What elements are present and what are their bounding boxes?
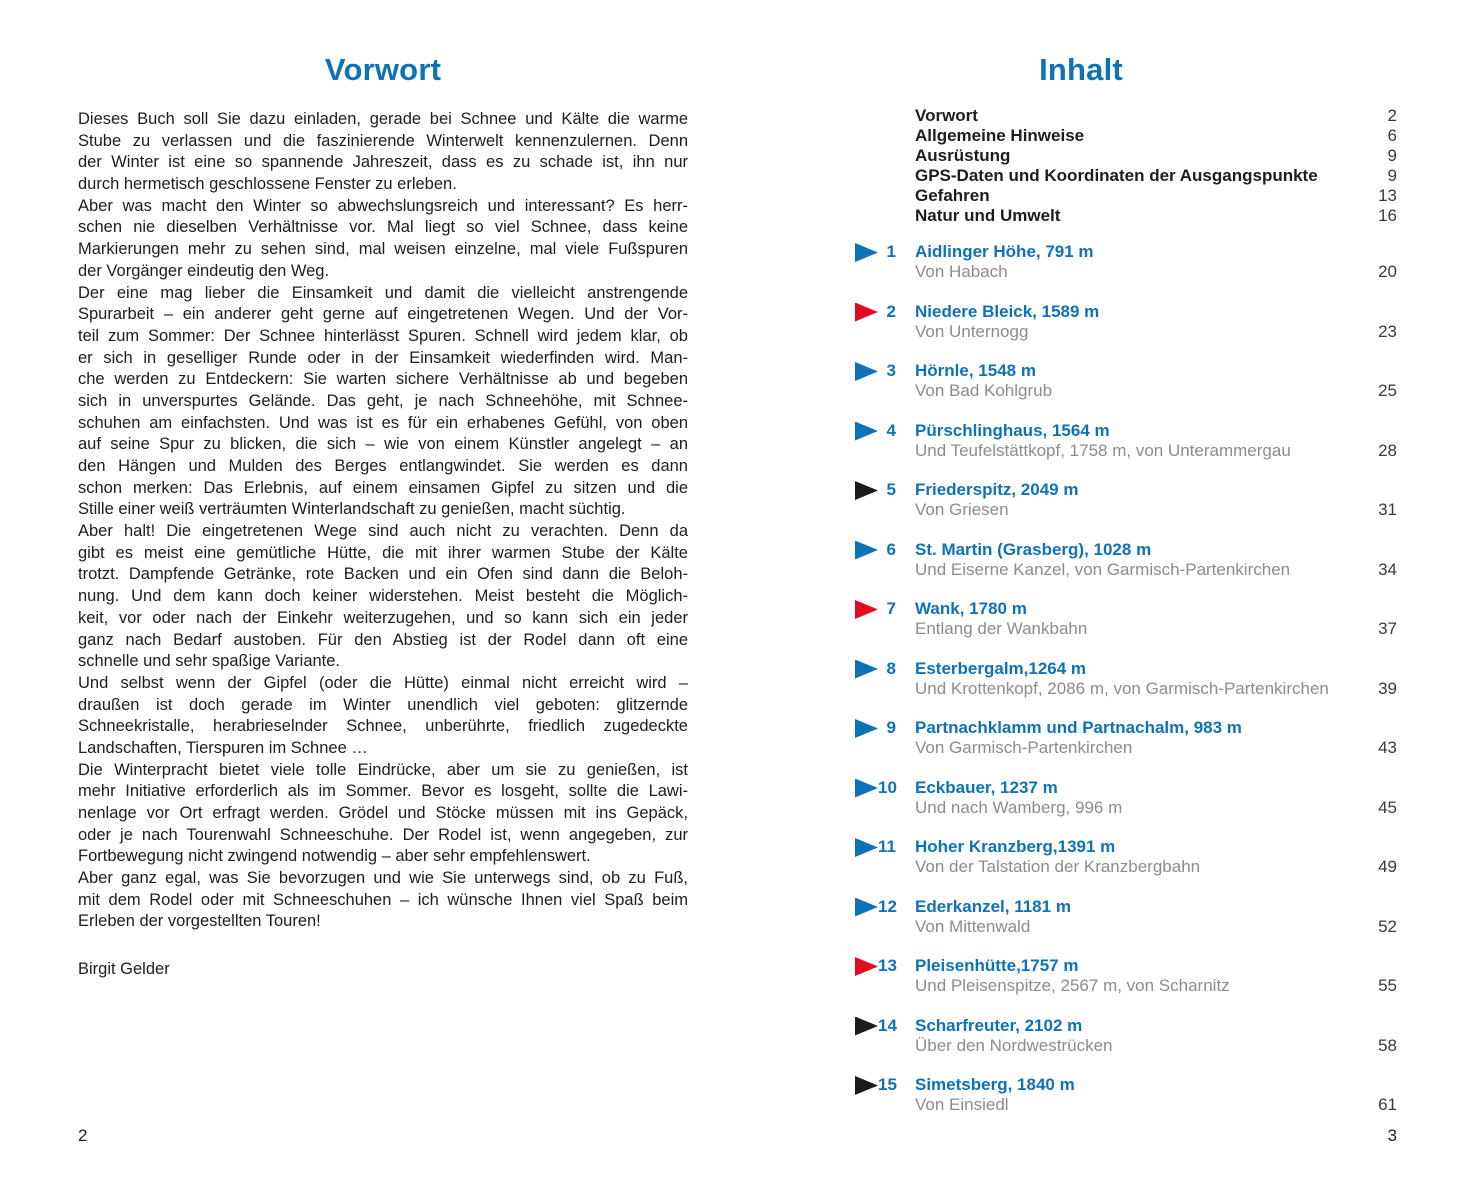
tour-subtitle: Und Eiserne Kanzel, von Garmisch-Partenkirchen (915, 559, 1291, 579)
tour-number: 12 (878, 896, 897, 916)
tour-number: 6 (886, 539, 896, 559)
foreword-line: keit, vor oder nach der Einkehr weiterzugehen, und so kann sich ein jeder (78, 608, 688, 627)
tour-marker-triangle-icon (855, 243, 878, 262)
foreword-line: Landschaften, Tierspuren im Schnee … (78, 738, 368, 757)
foreword-line: auf seine Spur zu blicken, die sich – wie von einem Künstler angelegt – an (78, 435, 688, 454)
tour-subtitle-row (915, 441, 1397, 461)
foreword-line: nung. Und dem kann doch keiner widerstehen. Meist besteht die Möglich- (78, 587, 688, 606)
foreword-line: Fortbewegung nicht zwingend notwendig – aber sehr empfehlenswert. (78, 847, 591, 866)
tour-text-block (915, 718, 1397, 758)
tour-entry (855, 1016, 1397, 1056)
tour-marker-triangle-icon (855, 779, 878, 798)
tour-text-block (915, 659, 1397, 699)
tour-title: St. Martin (Grasberg), 1028 m (915, 539, 1152, 559)
tour-page-number: 49 (1378, 857, 1397, 876)
front-matter-row (915, 186, 1397, 206)
foreword-line: ganz nach Bedarf austoben. Für den Abstieg ist der Rodel dann oft eine (78, 630, 688, 649)
tour-page-number: 43 (1378, 738, 1397, 757)
tour-text-block (915, 1016, 1397, 1056)
foreword-line: Erleben der vorgestellten Touren! (78, 912, 321, 931)
foreword-line: den Hängen und Mulden des Berges entlangwindet. Sie werden es dann (78, 457, 688, 475)
tour-title: Simetsberg, 1840 m (915, 1075, 1075, 1094)
tour-subtitle-row (915, 976, 1397, 996)
front-matter-row (915, 106, 1397, 126)
tour-page-number: 25 (1378, 381, 1397, 400)
tour-subtitle: Von Einsiedl (915, 1095, 1009, 1114)
tour-page-number: 58 (1378, 1035, 1397, 1055)
tour-subtitle: Über den Nordwestrücken (915, 1035, 1113, 1055)
tour-text-block (915, 480, 1397, 520)
page-number-right: 3 (1387, 1126, 1397, 1145)
tour-subtitle-row (915, 1036, 1397, 1056)
foreword-line: Stube zu verlassen und die faszinierende Winterwelt kennenzulernen. Denn (78, 131, 688, 150)
foreword-paragraph (78, 283, 688, 522)
tour-subtitle: Und Teufelstättkopf, 1758 m, von Unterammergau (915, 440, 1291, 460)
foreword-line: Aber ganz egal, was Sie bevorzugen und wie Sie unterwegs sind, ob zu Fuß, (78, 869, 688, 888)
tour-page-number: 23 (1378, 321, 1397, 341)
front-matter-label: GPS-Daten und Koordinaten der Ausgangspunkte (915, 166, 1318, 185)
tour-marker-triangle-icon (855, 541, 878, 560)
foreword-line: Aber was macht den Winter so abwechslungsreich und interessant? Es herr- (78, 196, 688, 215)
tour-title: Esterbergalm,1264 m (915, 658, 1087, 678)
front-matter-page-number: 6 (1387, 126, 1397, 145)
tour-title: Eckbauer, 1237 m (915, 777, 1058, 797)
foreword-line: Dieses Buch soll Sie dazu einladen, gerade bei Schnee und Kälte die warme (78, 110, 688, 128)
foreword-line: Und selbst wenn der Gipfel (oder die Hütte) einmal nicht erreicht wird – (78, 673, 688, 692)
tour-number: 3 (886, 361, 896, 380)
tour-marker-triangle-icon (855, 660, 878, 679)
foreword-line: nenlage vor Ort erfragt werden. Grödel und Stöcke müssen mit ins Gepäck, (78, 804, 688, 822)
tour-subtitle: Entlang der Wankbahn (915, 619, 1088, 638)
tour-subtitle-row (915, 798, 1397, 818)
tour-number: 11 (878, 837, 896, 856)
tour-page-number: 37 (1378, 619, 1397, 638)
foreword-line: schon merken: Das Erlebnis, auf einem einsamen Gipfel zu sitzen und die (78, 478, 688, 497)
front-matter-row (915, 126, 1397, 146)
tour-subtitle-row (915, 500, 1397, 520)
tour-text-block (915, 361, 1397, 401)
foreword-line: trotzt. Dampfende Getränke, rote Backen und ein Ofen sind dann die Beloh- (78, 565, 688, 584)
foreword-line: Spurarbeit – ein anderer geht gerne auf eingetretenen Wegen. Und der Vor- (78, 305, 688, 324)
tour-entry (855, 361, 1397, 401)
tour-subtitle-row (915, 322, 1397, 342)
foreword-line: che werden zu Entdeckern: Sie warten sichere Verhältnisse ab und begeben (78, 370, 688, 389)
tour-page-number: 20 (1378, 262, 1397, 281)
tour-text-block (915, 778, 1397, 818)
foreword-line: Markierungen mehr zu sehen sind, mal weisen einzelne, mal viele Fußspuren (78, 240, 688, 259)
author-signature: Birgit Gelder (78, 960, 170, 979)
tour-title: Friederspitz, 2049 m (915, 480, 1079, 499)
tour-subtitle: Von Unternogg (915, 321, 1029, 341)
foreword-line: teil zum Sommer: Der Schnee hinterlässt Spuren. Schnell wird jedem klar, ob (78, 326, 688, 345)
tour-subtitle-row (915, 917, 1397, 937)
foreword-paragraph (78, 196, 688, 283)
tour-subtitle: Von Mittenwald (915, 916, 1031, 936)
foreword-line: er sich in geselliger Runde oder in der Einsamkeit wiederfinden wird. Man- (78, 348, 688, 367)
tour-entry (855, 897, 1397, 937)
tour-number: 10 (878, 777, 897, 797)
tour-title: Hörnle, 1548 m (915, 361, 1036, 380)
tour-entry (855, 540, 1397, 580)
page-number-left: 2 (78, 1126, 88, 1145)
foreword-line: Die Winterpracht bietet viele tolle Eindrücke, aber um sie zu genießen, ist (78, 760, 688, 779)
tour-page-number: 61 (1378, 1095, 1397, 1114)
tour-text-block (915, 302, 1397, 342)
tour-subtitle: Und Pleisenspitze, 2567 m, von Scharnitz (915, 976, 1230, 995)
tour-page-number: 45 (1378, 797, 1397, 817)
front-matter-label: Gefahren (915, 186, 990, 205)
tour-entry (855, 837, 1397, 877)
tour-title: Hoher Kranzberg,1391 m (915, 837, 1116, 856)
foreword-line: mehr Initiative erforderlich als im Sommer. Bevor es losgeht, sollte die Lawi- (78, 782, 688, 801)
tour-subtitle: Von Bad Kohlgrub (915, 381, 1053, 400)
tour-number: 4 (886, 420, 896, 440)
tour-marker-triangle-icon (855, 957, 878, 976)
tour-page-number: 52 (1378, 916, 1397, 936)
foreword-line: sich in unverspurtes Gelände. Das geht, je nach Schneehöhe, mit Schnee- (78, 391, 688, 410)
front-matter-row (915, 206, 1397, 226)
foreword-paragraph (78, 109, 688, 196)
tour-entry (855, 718, 1397, 758)
tour-number: 15 (878, 1075, 897, 1094)
contents-page-title: Inhalt (1039, 52, 1123, 87)
tour-subtitle-row (915, 738, 1397, 758)
tour-number: 7 (886, 599, 896, 618)
tour-subtitle-row (915, 857, 1397, 877)
tour-marker-triangle-icon (855, 481, 878, 500)
front-matter-label: Vorwort (915, 106, 978, 125)
tour-marker-triangle-icon (855, 1076, 878, 1095)
foreword-line: durch hermetisch geschlossene Fenster zu erleben. (78, 175, 457, 194)
tour-subtitle-row (915, 560, 1397, 580)
tour-text-block (915, 242, 1397, 282)
tour-text-block (915, 1075, 1397, 1115)
tour-title: Pürschlinghaus, 1564 m (915, 420, 1110, 440)
tour-title: Pleisenhütte,1757 m (915, 956, 1079, 975)
tour-marker-triangle-icon (855, 838, 878, 857)
front-matter-page-number: 2 (1387, 106, 1397, 125)
foreword-line: der Winter ist eine so spannende Jahreszeit, dass es zu schade ist, ihn nur (78, 153, 688, 172)
front-matter-page-number: 16 (1378, 206, 1397, 225)
tour-number: 1 (886, 242, 896, 261)
tour-marker-triangle-icon (855, 600, 878, 619)
foreword-line: Stille einer weiß verträumten Winterlandschaft zu genießen, macht süchtig. (78, 500, 626, 519)
tour-text-block (915, 421, 1397, 461)
tour-entry (855, 659, 1397, 699)
tour-subtitle: Von Habach (915, 262, 1008, 281)
tour-number: 14 (878, 1015, 897, 1035)
foreword-line: gibt es meist eine gemütliche Hütte, die mit ihrer warmen Stube der Kälte (78, 543, 688, 562)
tour-entry (855, 421, 1397, 461)
tour-page-number: 39 (1378, 678, 1397, 698)
foreword-page-header (78, 53, 688, 87)
tour-entry (855, 480, 1397, 520)
tour-text-block (915, 599, 1397, 639)
tour-text-block (915, 956, 1397, 996)
foreword-paragraph (78, 868, 688, 933)
tour-entry (855, 242, 1397, 282)
tour-text-block (915, 897, 1397, 937)
tour-subtitle: Von Griesen (915, 500, 1009, 519)
tour-subtitle-row (915, 381, 1397, 401)
tour-page-number: 34 (1378, 559, 1397, 579)
tour-list (855, 242, 1397, 1135)
front-matter-page-number: 9 (1387, 166, 1397, 185)
foreword-line: draußen ist doch gerade im Winter unendlich viel geboten: glitzernde (78, 695, 688, 714)
tour-subtitle: Und nach Wamberg, 996 m (915, 797, 1123, 817)
tour-number: 13 (878, 956, 897, 975)
front-matter-label: Ausrüstung (915, 146, 1011, 165)
foreword-text (78, 109, 688, 981)
tour-marker-triangle-icon (855, 1017, 878, 1036)
tour-title: Wank, 1780 m (915, 599, 1027, 618)
tour-number: 9 (886, 718, 896, 737)
front-matter-list (915, 106, 1397, 226)
tour-page-number: 28 (1378, 440, 1397, 460)
tour-title: Ederkanzel, 1181 m (915, 896, 1071, 916)
foreword-paragraph (78, 673, 688, 760)
tour-text-block (915, 540, 1397, 580)
tour-subtitle: Von Garmisch-Partenkirchen (915, 738, 1133, 757)
tour-entry (855, 302, 1397, 342)
foreword-line: schnelle und sehr spaßige Variante. (78, 652, 341, 671)
front-matter-row (915, 166, 1397, 186)
tour-text-block (915, 837, 1397, 877)
tour-marker-triangle-icon (855, 898, 878, 917)
tour-marker-triangle-icon (855, 303, 878, 322)
foreword-paragraph (78, 760, 688, 868)
tour-entry (855, 599, 1397, 639)
tour-subtitle-row (915, 679, 1397, 699)
tour-page-number: 55 (1378, 976, 1397, 995)
contents-page-header (739, 53, 1423, 87)
tour-subtitle-row (915, 262, 1397, 282)
tour-page-number: 31 (1378, 500, 1397, 519)
foreword-line: schuhen am einfachsten. Und was ist es für ein erhabenes Gefühl, von oben (78, 413, 688, 432)
foreword-line: Aber halt! Die eingetretenen Wege sind auch nicht zu verachten. Denn da (78, 522, 688, 541)
tour-subtitle: Von der Talstation der Kranzbergbahn (915, 857, 1201, 876)
foreword-line: oder je nach Tourenwahl Schneeschuhe. Der Rodel ist, wenn angegeben, zur (78, 825, 688, 844)
tour-title: Scharfreuter, 2102 m (915, 1015, 1083, 1035)
foreword-line: Schneekristalle, herabrieselnder Schnee, unberührte, friedlich zugedeckte (78, 717, 688, 736)
front-matter-label: Natur und Umwelt (915, 206, 1061, 225)
foreword-line: schen nie dieselben Verhältnisse vor. Mal liegt so viel Schnee, dass keine (78, 218, 688, 237)
tour-marker-triangle-icon (855, 422, 878, 441)
tour-title: Partnachklamm und Partnachalm, 983 m (915, 718, 1242, 737)
front-matter-page-number: 13 (1378, 186, 1397, 205)
tour-subtitle: Und Krottenkopf, 2086 m, von Garmisch-Partenkirchen (915, 678, 1329, 698)
tour-entry (855, 778, 1397, 818)
front-matter-page-number: 9 (1387, 146, 1397, 165)
tour-number: 5 (886, 480, 896, 499)
foreword-page-title: Vorwort (324, 52, 442, 87)
tour-subtitle-row (915, 619, 1397, 639)
tour-subtitle-row (915, 1095, 1397, 1115)
front-matter-row (915, 146, 1397, 166)
foreword-line: Der eine mag lieber die Einsamkeit und damit die vielleicht anstrengende (78, 283, 688, 302)
foreword-line: mit dem Rodel oder mit Schneeschuhen – ich wünsche Ihnen viel Spaß beim (78, 890, 688, 909)
tour-number: 8 (886, 658, 896, 678)
tour-number: 2 (886, 301, 896, 321)
tour-marker-triangle-icon (855, 719, 878, 738)
tour-title: Niedere Bleick, 1589 m (915, 301, 1100, 321)
foreword-line: der Vorgänger eindeutig den Weg. (78, 261, 330, 280)
tour-entry (855, 956, 1397, 996)
foreword-paragraph (78, 521, 688, 673)
tour-entry (855, 1075, 1397, 1115)
front-matter-label: Allgemeine Hinweise (915, 126, 1085, 145)
tour-marker-triangle-icon (855, 362, 878, 381)
tour-title: Aidlinger Höhe, 791 m (915, 242, 1094, 261)
